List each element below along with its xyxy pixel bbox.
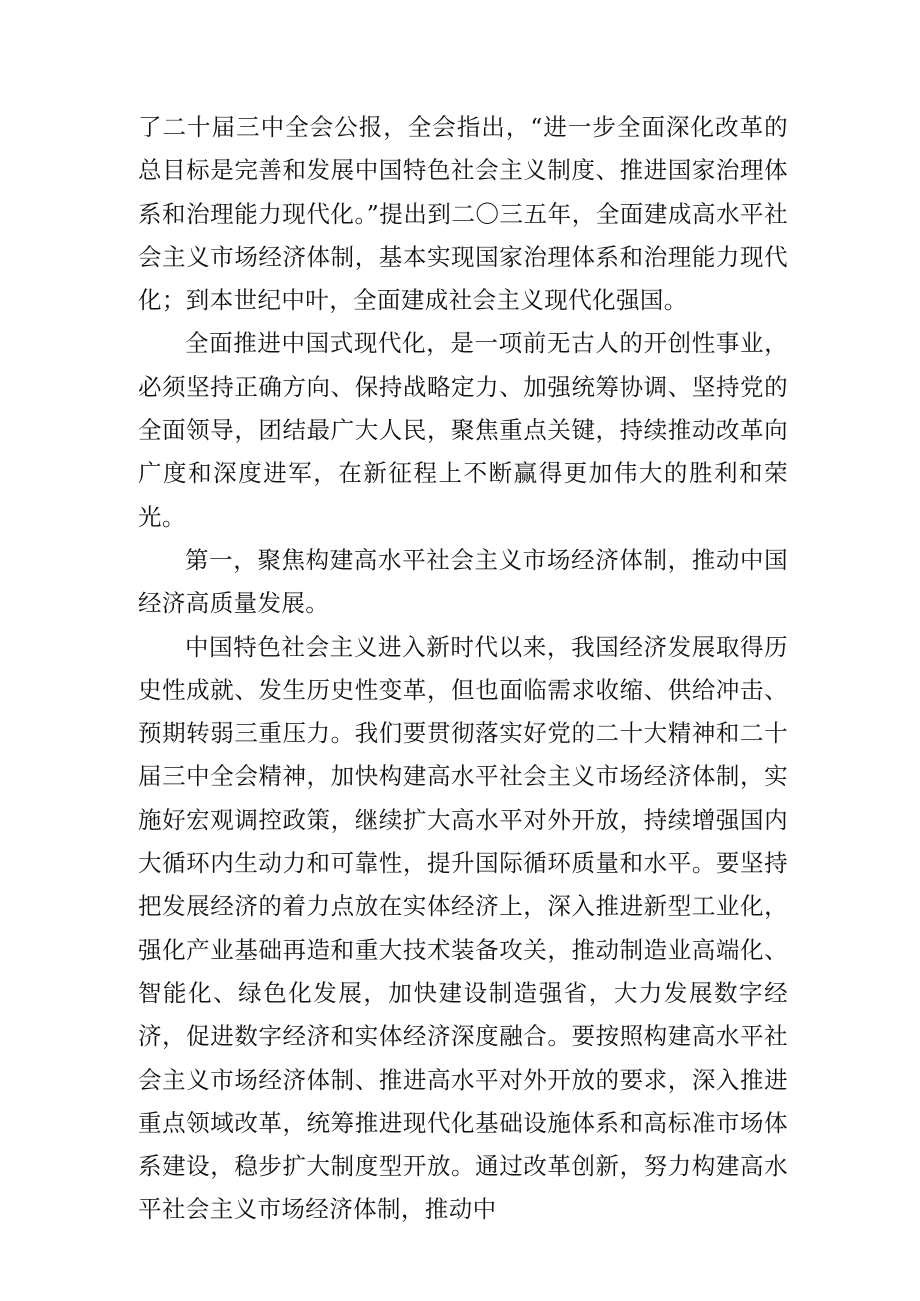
paragraph-economy: 中国特色社会主义进入新时代以来，我国经济发展取得历史性成就、发生历史性变革，但也面临需求收缩、供给冲击、预期转弱三重压力。我们要贯彻落实好党的二十大精神和二十届三中全会精神，加快构建高水平社会主义市场经济体制，实施好宏观调控政策，继续扩大高水平对外开放，持续增强国内大循环内生动力和可靠性，提升国际循环质量和水平。要坚持把发展经济的着力点放在实体经济上，深入推进新型工业化，强化产业基础再造和重大技术装备攻关，推动制造业高端化、智能化、绿色化发展，加快建设制造强省，大力发展数字经济，促进数字经济和实体经济深度融合。要按照构建高水平社会主义市场经济体制、推进高水平对外开放的要求，深入推进重点领域改革，统筹推进现代化基础设施体系和高标准市场体系建设，稳步扩大制度型开放。通过改革创新，努力构建高水平社会主义市场经济体制，推动中 (138, 632, 788, 1224)
paragraph-continuation: 了二十届三中全会公报，全会指出，“进一步全面深化改革的总目标是完善和发展中国特色社会主义制度、推进国家治理体系和治理能力现代化。”提出到二〇三五年，全面建成高水平社会主义市场经济体制，基本实现国家治理体系和治理能力现代化；到本世纪中叶，全面建成社会主义现代化强国。 (138, 113, 788, 315)
document-body (138, 106, 788, 1232)
paragraph-modernization: 全面推进中国式现代化，是一项前无古人的开创性事业，必须坚持正确方向、保持战略定力、加强统筹协调、坚持党的全面领导，团结最广大人民，聚焦重点关键，持续推动改革向广度和深度进军，在新征程上不断赢得更加伟大的胜利和荣光。 (138, 329, 788, 531)
paragraph-heading-first: 第一，聚焦构建高水平社会主义市场经济体制，推动中国经济高质量发展。 (138, 545, 788, 618)
